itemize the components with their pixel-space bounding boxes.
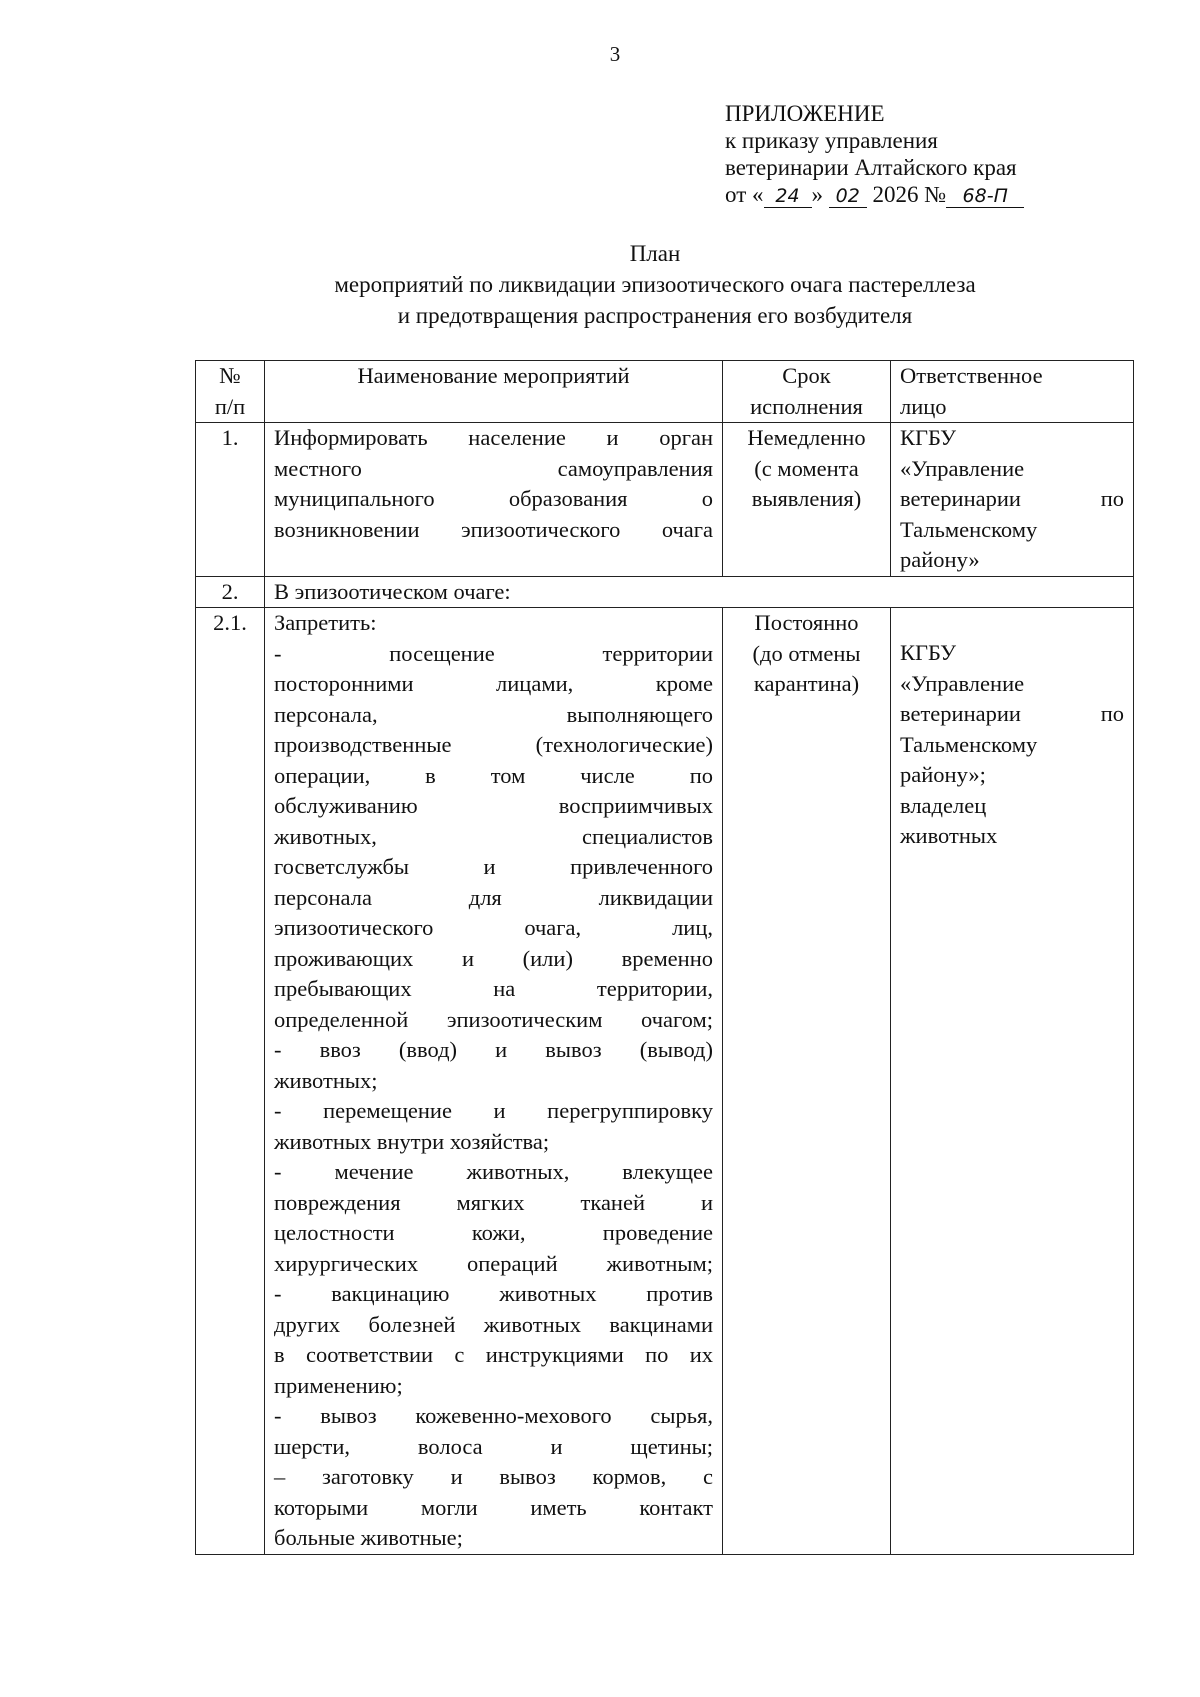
handwritten-order-number: 68-П [946,185,1024,208]
appendix-line1: к приказу управления [725,128,938,153]
row1-resp-line: району» [900,547,980,572]
row1-name-line: муниципального образования о [274,486,713,511]
date-prefix: от « [725,182,764,207]
row21-name-line: шерсти, волоса и щетины; [274,1433,713,1459]
row21-resp-line: владелец [900,792,987,818]
header-term [723,361,891,423]
row21-name-line: обслуживанию восприимчивых [274,793,713,818]
row1-name-line: местного самоуправления [274,455,713,481]
page-number: 3 [609,42,621,66]
row21-name-line: посторонними лицами, кроме [274,671,713,696]
row21-name-line: - мечение животных, влекущее [274,1159,713,1184]
row21-name-line: животных; [274,1067,378,1093]
row21-name-line: - ввоз (ввод) и вывоз (вывод) [274,1037,713,1062]
header-term-line2: исполнения [750,393,863,419]
row21-name-line: повреждения мягких тканей и [274,1189,713,1215]
header-num-line2: п/п [214,393,246,419]
row21-name-line: - перемещение и перегруппировку [274,1098,713,1123]
header-term-line1: Срок [782,363,831,388]
row21-responsible [891,608,1134,1555]
row21-name-line: персонала для ликвидации [274,884,713,910]
row21-term-line: (до отмены [752,640,861,666]
row21-name-line: применению; [274,1372,403,1398]
row21-resp-line: «Управление [900,670,1025,696]
row21-name-line: операции, в том числе по [274,762,713,788]
header-responsible [891,361,1134,423]
row1-name-line: возникновении эпизоотического очага [274,516,713,542]
row21-name-line: пребывающих на территории, [274,976,713,1001]
title-line1: План [629,241,681,266]
row21-num: 2.1. [196,608,265,1555]
row21-name-line: - посещение территории [274,640,713,666]
row21-name [265,608,723,1555]
header-name: Наименование мероприятий [265,361,723,423]
table-row [196,608,1134,1555]
title-line3: и предотвращения распространения его возбудителя [397,303,913,328]
row21-name-line: больные животные; [274,1525,463,1550]
header-resp-line1: Ответственное [900,363,1043,388]
header-num-line1: № [219,363,241,388]
year-number-label: 2026 № [872,182,947,207]
header-resp-line2: лицо [900,393,947,419]
document-title [180,238,1130,331]
row1-term-line: Немедленно [747,425,866,450]
row21-name-line: - вакцинацию животных против [274,1281,713,1306]
table-header-row [196,361,1134,423]
row1-resp-line: «Управление [900,455,1025,481]
row21-term [723,608,891,1555]
row21-name-line: животных внутри хозяйства; [274,1128,550,1154]
appendix-line2: ветеринарии Алтайского края [725,155,1017,180]
row21-resp-line: району»; [900,762,986,787]
row21-name-line: эпизоотического очага, лиц, [274,915,713,940]
row21-name-line: – заготовку и вывоз кормов, с [274,1464,713,1489]
table-row [196,423,1134,577]
row21-name-line: целостности кожи, проведение [274,1220,713,1245]
row21-name-line: персонала, выполняющего [274,701,713,727]
measures-table [195,360,1134,1555]
row21-name-line: животных, специалистов [274,823,713,849]
table-row [196,576,1134,608]
row1-resp-line: ветеринарии по [900,486,1124,511]
row1-name-line: Информировать население и орган [274,425,713,450]
row1-num: 1. [196,423,265,577]
row21-term-line: карантина) [753,671,860,696]
row1-term [723,423,891,577]
header-num [196,361,265,423]
row1-resp-line: КГБУ [900,425,957,450]
row21-resp-line: Тальменскому [900,731,1038,757]
row21-resp-line: животных [900,823,998,848]
row1-term-line: выявления) [751,486,862,511]
row1-term-line: (с момента [754,455,859,481]
row21-name-line: проживающих и (или) временно [274,945,713,971]
row1-responsible [891,423,1134,577]
row21-name-line: - вывоз кожевенно-мехового сырья, [274,1403,713,1428]
row1-name [265,423,723,577]
row21-name-line: других болезней животных вакцинами [274,1311,713,1337]
row21-name-line: Запретить: [274,610,377,635]
row21-resp-line: ветеринарии по [900,701,1124,726]
appendix-block [725,100,1024,208]
row21-name-line: госветслужбы и привлеченного [274,854,713,879]
handwritten-day: 24 [764,185,812,208]
appendix-heading: ПРИЛОЖЕНИЕ [725,101,885,126]
date-mid: » [811,182,823,207]
row21-name-line: хирургических операций животным; [274,1250,713,1276]
handwritten-month: 02 [829,185,867,208]
row21-name-line: производственные (технологические) [274,732,713,757]
order-date-line [725,181,1024,208]
row21-term-line: Постоянно [754,610,859,635]
title-line2: мероприятий по ликвидации эпизоотического очага пастереллеза [334,272,976,297]
row21-name-line: которыми могли иметь контакт [274,1494,713,1520]
row21-resp-line: КГБУ [900,640,957,665]
row21-name-line: в соответствии с инструкциями по их [274,1342,713,1367]
row2-num: 2. [196,576,265,608]
row1-resp-line: Тальменскому [900,516,1038,542]
row21-name-line: определенной эпизоотическим очагом; [274,1006,713,1032]
row2-name: В эпизоотическом очаге: [265,576,1134,608]
